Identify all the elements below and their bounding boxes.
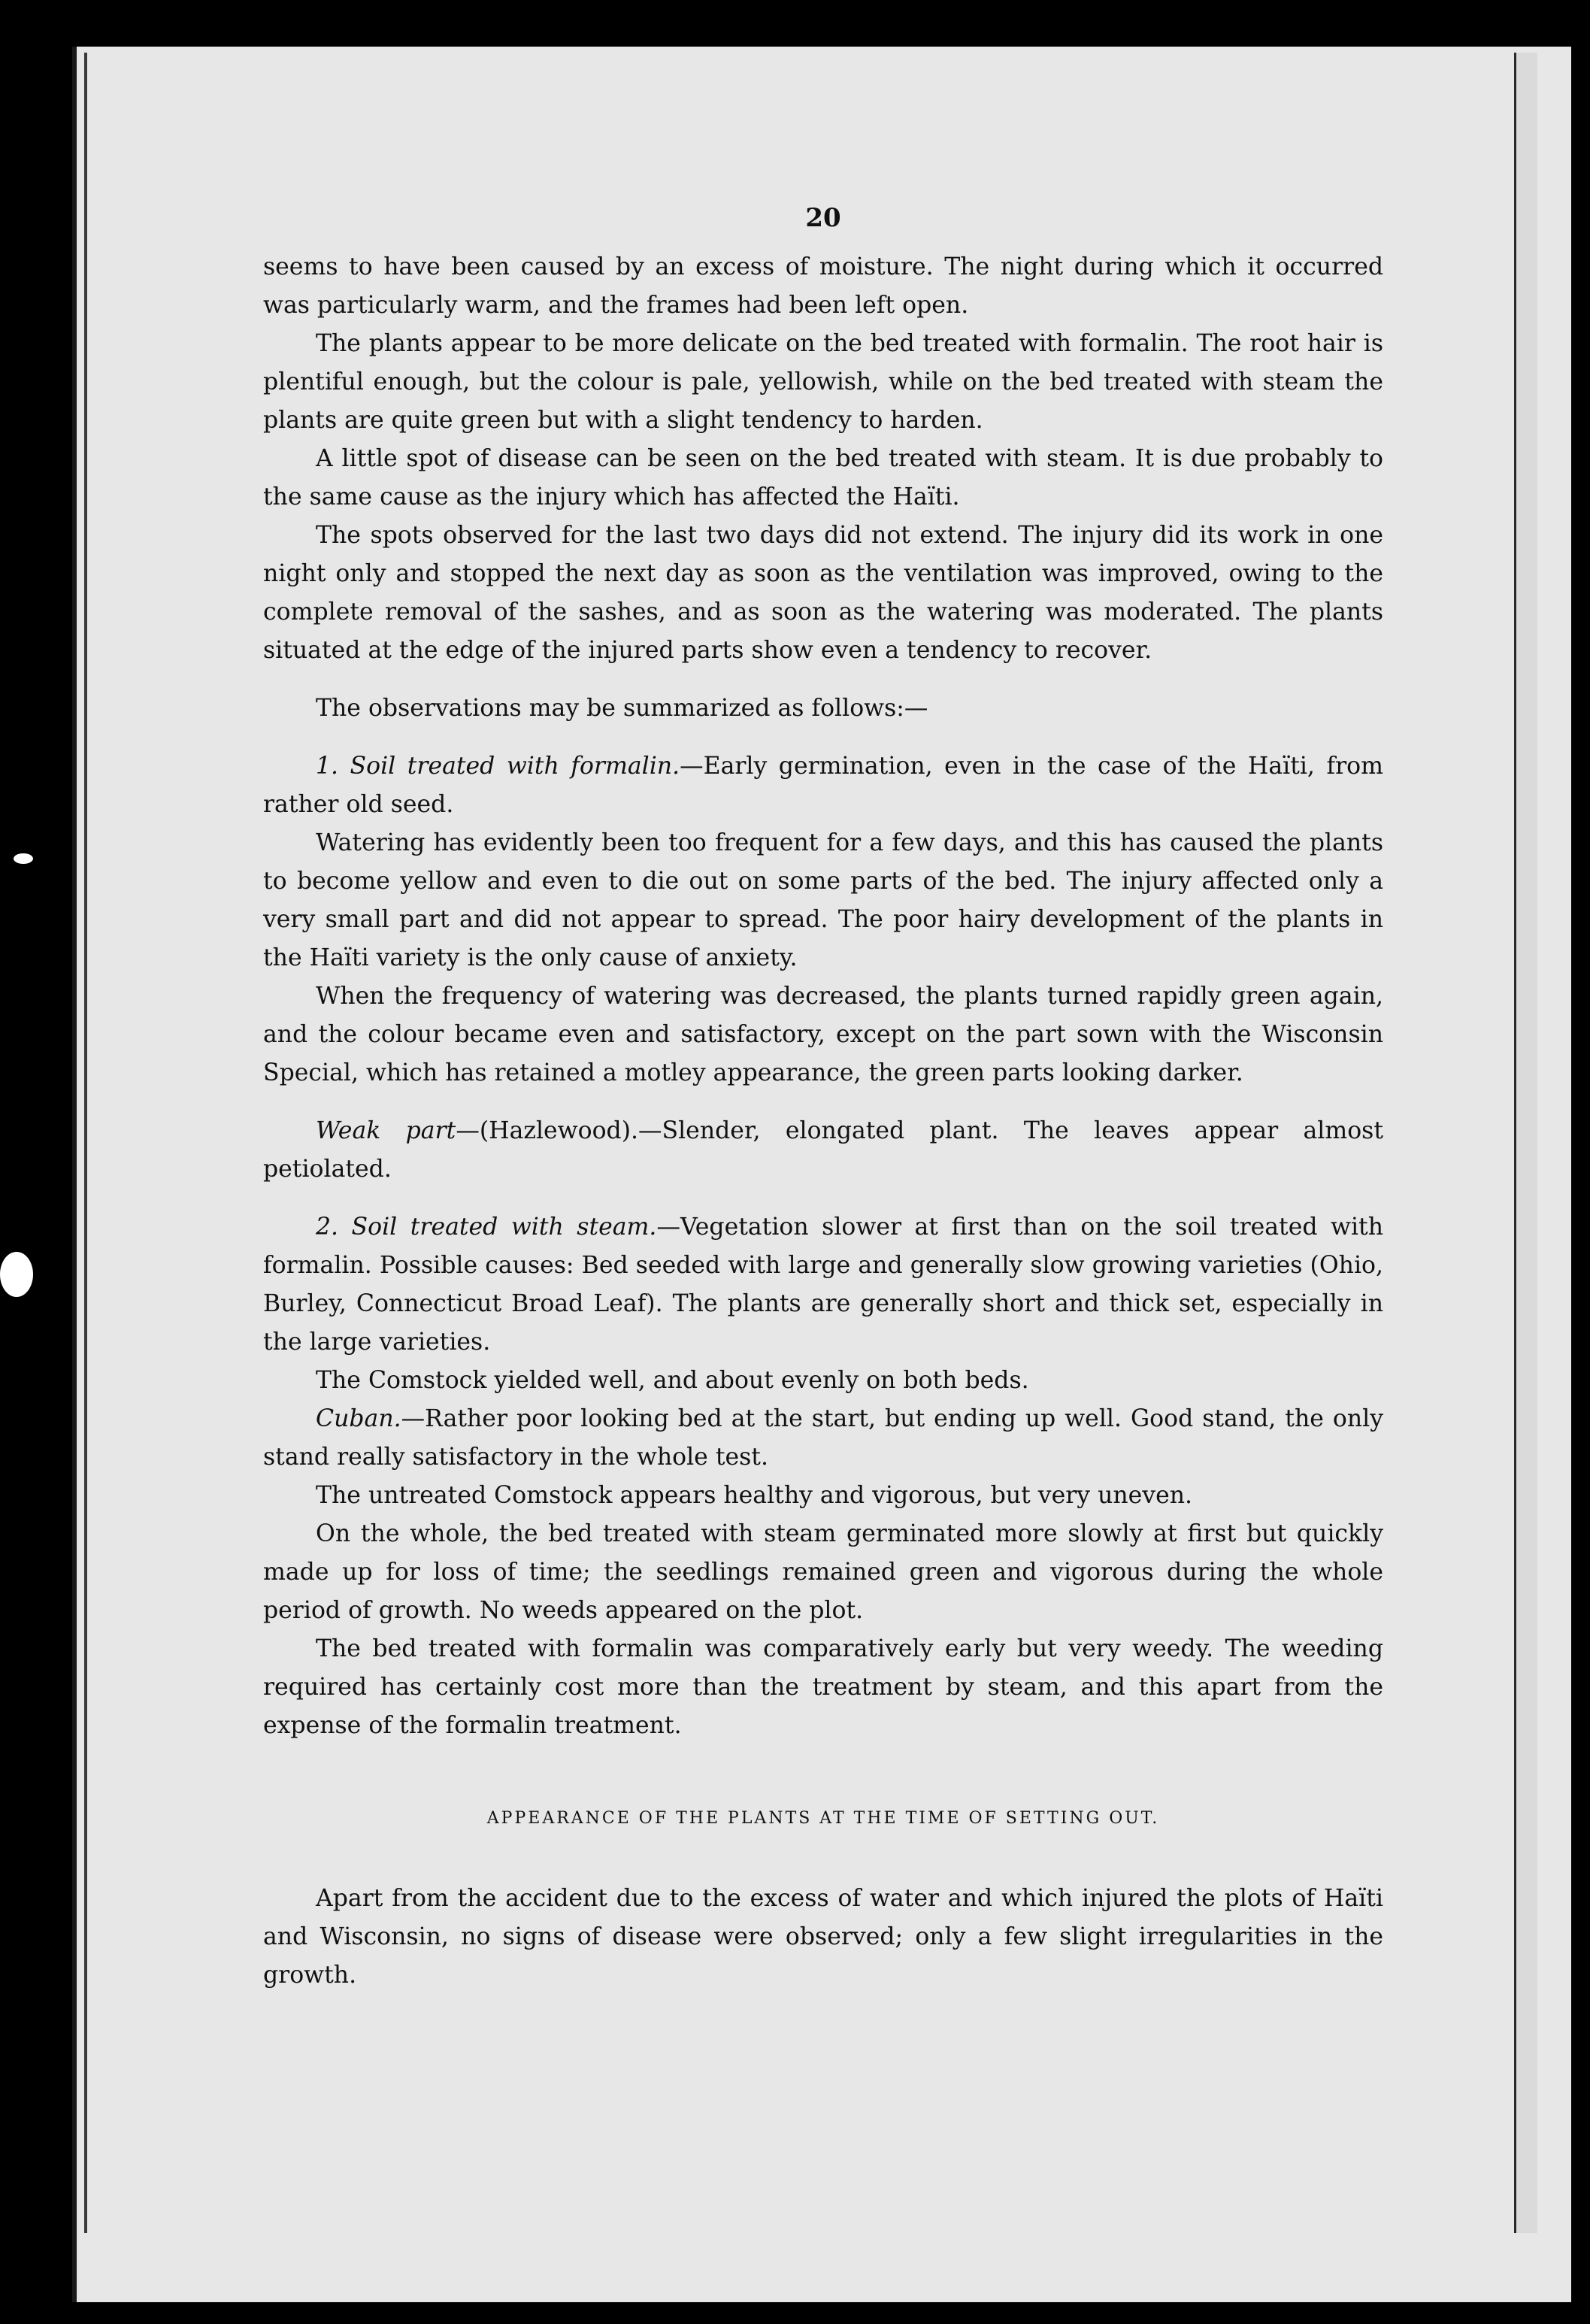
binding-edge <box>84 53 87 2233</box>
scan-speck <box>0 1252 33 1297</box>
paragraph <box>263 689 1383 728</box>
paragraph-text: On the whole, the bed treated with steam germinated more slowly at first but quickly made up for loss of time; the seedlings remained green and vigorous during the whole period of growth. No weeds appeared on the plot. <box>263 1520 1383 1624</box>
paragraph <box>263 1630 1383 1745</box>
paragraph <box>263 1362 1383 1400</box>
page-number: 20 <box>805 203 841 233</box>
paragraph-text: —Early germination, even in the case of the Haïti, from rather old seed. <box>263 753 1383 818</box>
paragraph <box>263 1208 1383 1362</box>
paragraph-text: The spots observed for the last two days did not extend. The injury did its work in one night only and stopped the next day as soon as the ventilation was improved, owing to the complete removal of the sashes, and as soon as the watering was moderated. The plants situated at the edge of the injured parts show even a tendency to recover. <box>263 522 1383 664</box>
paragraph-text: The bed treated with formalin was comparatively early but very weedy. The weeding required has certainly cost more than the treatment by steam, and this apart from the expense of the formalin treatment. <box>263 1635 1383 1739</box>
paragraph-text: —Vegetation slower at first than on the soil treated with formalin. Possible causes: Bed seeded with large and generally slow growing varieties (Ohio, Burley, Connecticut Broad Leaf). The plants are generally short and thick set, especially in the large varieties. <box>263 1214 1384 1356</box>
paragraph <box>263 1400 1383 1477</box>
paragraph-lead: Cuban. <box>316 1405 401 1432</box>
closing-paragraph: Apart from the accident due to the excess of water and which injured the plots of Haïti and Wisconsin, no signs of disease were observed; only a few slight irregularities in the growth. <box>263 1885 1383 1989</box>
paragraph-text: Watering has evidently been too frequent for a few days, and this has caused the plants to become yellow and even to die out on some parts of the bed. The injury affected only a very small part and did not appear to spread. The poor hairy development of the plants in the Haïti variety is the only cause of anxiety. <box>263 829 1383 971</box>
paragraph <box>263 1112 1383 1189</box>
paragraph-text: When the frequency of watering was decreased, the plants turned rapidly green again, and the colour became even and satisfactory, except on the part sown with the Wisconsin Special, which has retained a motley appearance, the green parts looking darker. <box>263 983 1383 1086</box>
paragraph <box>263 440 1383 517</box>
paragraph <box>263 517 1383 670</box>
page-content <box>263 199 1383 1995</box>
paragraph-text: The untreated Comstock appears healthy and vigorous, but very uneven. <box>316 1482 1193 1509</box>
paragraph <box>263 325 1383 440</box>
paragraph-text: The plants appear to be more delicate on the bed treated with formalin. The root hair is plentiful enough, but the colour is pale, yellowish, while on the bed treated with steam the plants are quite green but with a slight tendency to harden. <box>263 330 1383 434</box>
paragraph-text: The observations may be summarized as follows:— <box>316 695 928 722</box>
paragraph-text: seems to have been caused by an excess of moisture. The night during which it occurred was particularly warm, and the frames had been left open. <box>263 253 1383 319</box>
scan-speck <box>14 853 33 864</box>
paragraph <box>263 248 1383 325</box>
paragraph-text: —Rather poor looking bed at the start, but ending up well. Good stand, the only stand really satisfactory in the whole test. <box>263 1405 1383 1471</box>
paragraph <box>263 747 1383 824</box>
paragraph <box>263 1515 1383 1630</box>
paragraph <box>263 824 1383 977</box>
paragraph <box>263 977 1383 1092</box>
paragraph-text: A little spot of disease can be seen on the bed treated with steam. It is due probably to the same cause as the injury which has affected the Haïti. <box>263 445 1383 511</box>
section-heading: APPEARANCE OF THE PLANTS AT THE TIME OF SETTING OUT. <box>486 1809 1160 1828</box>
paragraph <box>263 1477 1383 1515</box>
paragraph-text: —(Hazlewood).—Slender, elongated plant. The leaves appear almost petiolated. <box>263 1117 1383 1183</box>
paragraph-lead: Weak part <box>316 1117 456 1144</box>
paragraph-text: The Comstock yielded well, and about evenly on both beds. <box>316 1367 1029 1394</box>
paragraph-lead: 2. Soil treated with steam. <box>316 1214 657 1241</box>
paragraph-lead: 1. Soil treated with formalin. <box>316 753 680 780</box>
page-edge <box>1514 53 1537 2233</box>
